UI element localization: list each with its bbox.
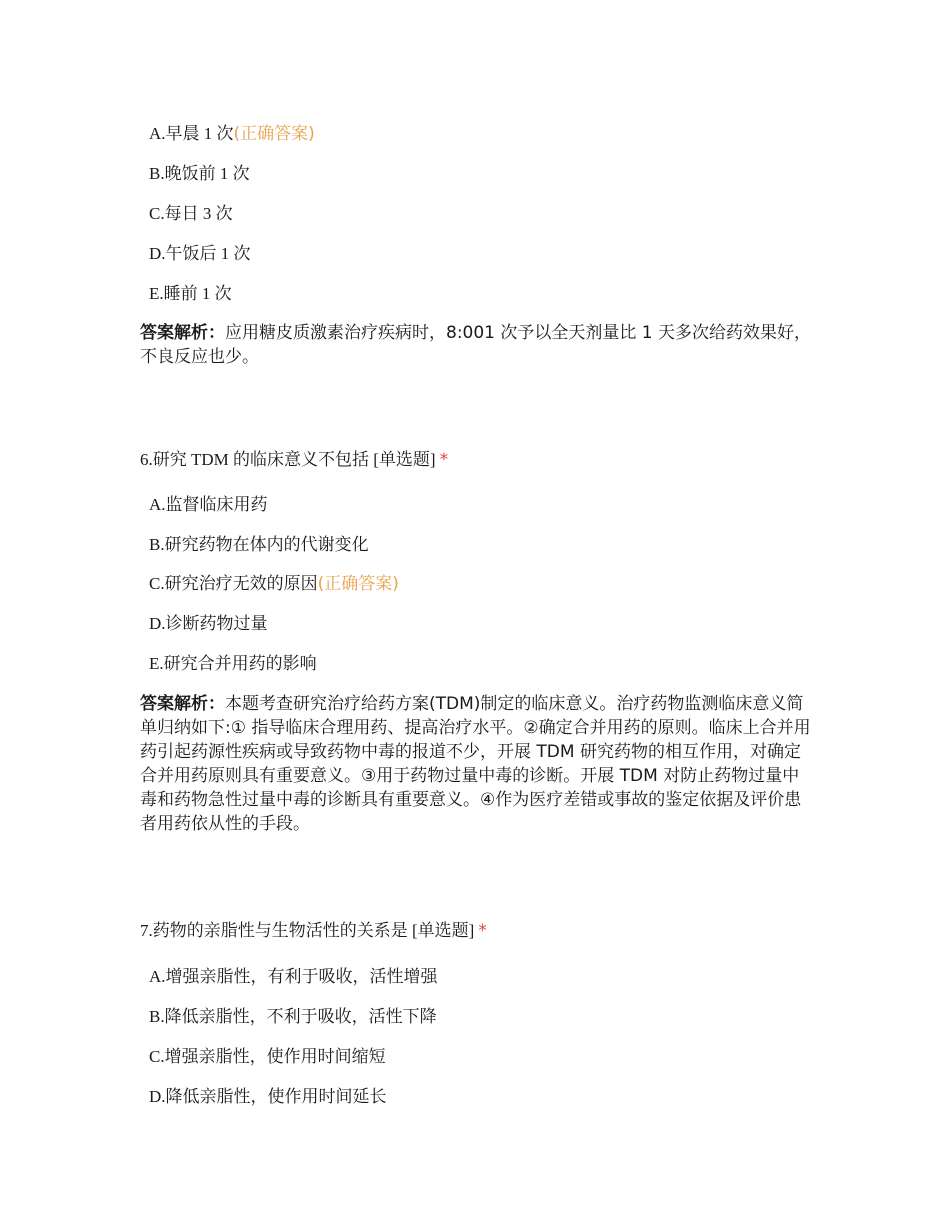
option-text: E.研究合并用药的影响 — [149, 654, 317, 673]
correct-answer-tag: (正确答案) — [233, 124, 315, 144]
q5-option-c — [149, 203, 233, 225]
q5-option-d — [149, 243, 251, 265]
q6-option-e — [149, 653, 317, 675]
option-text: B.降低亲脂性，不利于吸收，活性下降 — [149, 1007, 437, 1026]
option-text: C.每日 3 次 — [149, 204, 233, 223]
q5-option-a — [149, 123, 315, 145]
q7-option-a — [149, 966, 438, 988]
option-text: D.诊断药物过量 — [149, 614, 268, 633]
correct-answer-tag: (正确答案) — [317, 574, 399, 594]
q6-title — [140, 449, 448, 471]
option-text: D.午饭后 1 次 — [149, 244, 251, 263]
q6-option-b — [149, 534, 369, 556]
q5-option-e — [149, 283, 232, 305]
q7-option-c — [149, 1046, 386, 1068]
analysis-label: 答案解析： — [140, 694, 225, 714]
analysis-label: 答案解析： — [140, 323, 225, 343]
q6-analysis — [140, 692, 812, 836]
q6-option-d — [149, 613, 268, 635]
q7-title — [140, 920, 487, 942]
option-text: C.研究治疗无效的原因 — [149, 574, 318, 593]
q7-option-d — [149, 1086, 387, 1108]
q5-analysis — [140, 321, 812, 369]
option-text: D.降低亲脂性，使作用时间延长 — [149, 1087, 387, 1106]
option-text: A.早晨 1 次 — [149, 124, 234, 143]
question-title: 6.研究 TDM 的临床意义不包括 [单选题] — [140, 450, 436, 469]
q5-option-b — [149, 163, 250, 185]
question-title: 7.药物的亲脂性与生物活性的关系是 [单选题] — [140, 921, 475, 940]
option-text: A.增强亲脂性，有利于吸收，活性增强 — [149, 967, 438, 986]
option-text: B.研究药物在体内的代谢变化 — [149, 535, 369, 554]
option-text: B.晚饭前 1 次 — [149, 164, 250, 183]
analysis-text: 应用糖皮质激素治疗疾病时，8:001 次予以全天剂量比 1 天多次给药效果好，不良反应也少。 — [140, 323, 812, 367]
option-text: C.增强亲脂性，使作用时间缩短 — [149, 1047, 386, 1066]
option-text: E.睡前 1 次 — [149, 284, 232, 303]
required-mark: * — [478, 921, 487, 941]
option-text: A.监督临床用药 — [149, 495, 268, 514]
q7-option-b — [149, 1006, 437, 1028]
q6-option-a — [149, 494, 268, 516]
required-mark: * — [439, 450, 449, 470]
q6-option-c — [149, 573, 399, 595]
analysis-text: 本题考查研究治疗给药方案(TDM)制定的临床意义。治疗药物监测临床意义简单归纳如下:① 指导临床合理用药、提高治疗水平。②确定合并用药的原则。临床上合并用药引起药源性疾病或导致药物中毒的报道不少，开展 TDM 研究药物的相互作用，对确定合并用药原则具有重要意义。③用于药物过量中毒的诊断。开展 TDM 对防止药物过量中毒和药物急性过量中毒的诊断具有重要意义。④作为医疗差错或事故的鉴定依据及评价患者用药依从性的手段。 — [140, 694, 811, 834]
